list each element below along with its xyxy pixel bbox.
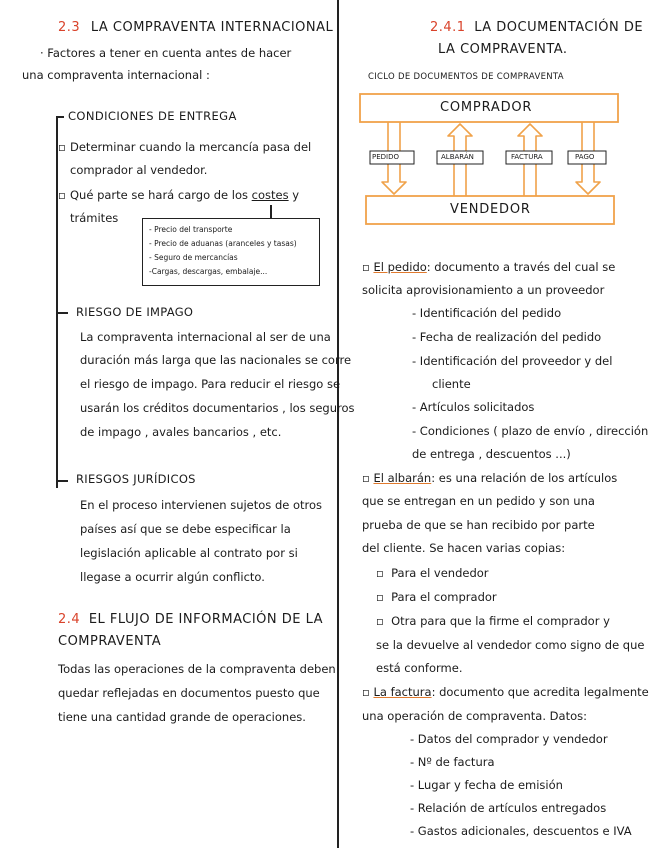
- condiciones-b1: Determinar cuando la mercancía pasa del: [70, 140, 312, 154]
- section-title: LA COMPRAVENTA INTERNACIONAL: [90, 20, 334, 35]
- intro-line: una compraventa internacional :: [22, 68, 210, 82]
- pedido-item: - Condiciones ( plazo de envío , dirección: [412, 424, 649, 438]
- flujo-line: Todas las operaciones de la compraventa deben: [58, 662, 336, 676]
- albaran-copy: ▫ Para el comprador: [376, 590, 497, 604]
- doc-pago: PAGO: [575, 153, 595, 161]
- doc-pedido: PEDIDO: [372, 153, 399, 161]
- albaran-copy-cont: se la devuelve al vendedor como signo de que: [376, 638, 645, 652]
- doc-albaran: ALBARÁN: [441, 153, 474, 161]
- impago-line: La compraventa internacional al ser de una: [80, 330, 331, 344]
- vendedor-label: VENDEDOR: [450, 202, 531, 217]
- factura-def: : documento que acredita legalmente: [431, 685, 649, 699]
- box-line: - Precio de aduanas (aranceles y tasas): [149, 239, 297, 248]
- box-line: - Seguro de mercancías: [149, 253, 238, 262]
- juridicos-line: En el proceso intervienen sujetos de otros: [80, 498, 323, 512]
- bracket-line: [56, 116, 58, 488]
- section-2-3-heading: [58, 20, 333, 35]
- pedido-item: - Identificación del pedido: [412, 306, 562, 320]
- pedido-item: cliente: [432, 377, 471, 391]
- albaran-line: prueba de que se han recibido por parte: [362, 518, 595, 532]
- b2-y: y: [292, 188, 300, 202]
- doc-factura: FACTURA: [511, 153, 543, 161]
- pedido-item: - Artículos solicitados: [412, 400, 535, 414]
- pedido-item: - Fecha de realización del pedido: [412, 330, 602, 344]
- section-number: 2.4: [58, 612, 81, 627]
- costes-box: [142, 218, 320, 286]
- flujo-line: quedar reflejadas en documentos puesto que: [58, 686, 320, 700]
- juridicos-line: países así que se debe especificar la: [80, 522, 291, 536]
- albaran-term: El albarán: [373, 471, 432, 485]
- albaran-bullet: ▫: [362, 471, 370, 485]
- albaran-line: [362, 471, 617, 486]
- impago-line: el riesgo de impago. Para reducir el riesgo se: [80, 377, 341, 391]
- section-2-4-1-heading-cont: LA COMPRAVENTA.: [438, 42, 568, 57]
- albaran-line: del cliente. Se hacen varias copias:: [362, 541, 566, 555]
- impago-line: duración más larga que las nacionales se corre: [80, 353, 352, 367]
- pedido-line2: solicita aprovisionamiento a un proveedor: [362, 283, 605, 297]
- box-line: - Precio del transporte: [149, 225, 233, 234]
- pedido-term: El pedido: [373, 260, 427, 274]
- juridicos-line: legislación aplicable al contrato por si: [80, 546, 298, 560]
- bracket-tick: [56, 312, 68, 314]
- albaran-line: que se entregan en un pedido y son una: [362, 494, 595, 508]
- comprador-label: COMPRADOR: [440, 100, 533, 115]
- condiciones-b1: comprador al vendedor.: [70, 163, 208, 177]
- factura-line2: una operación de compraventa. Datos:: [362, 709, 587, 723]
- b2-text: Qué parte se hará cargo de los: [70, 188, 249, 202]
- condiciones-bullet: ▫: [58, 140, 66, 154]
- bracket-tick: [56, 480, 68, 482]
- condiciones-bullet: ▫: [58, 188, 66, 202]
- factura-item: - Datos del comprador y vendedor: [410, 732, 608, 746]
- factura-line: [362, 685, 649, 700]
- albaran-copy-cont: está conforme.: [376, 661, 463, 675]
- albaran-copy-text: Otra para que la firme el comprador y: [391, 614, 610, 628]
- pedido-line: [362, 260, 615, 275]
- impago-line: usarán los créditos documentarios , los seguros: [80, 401, 355, 415]
- ciclo-label: CICLO DE DOCUMENTOS DE COMPRAVENTA: [368, 72, 564, 82]
- intro-line: · Factores a tener en cuenta antes de hacer: [40, 46, 292, 60]
- impago-label: RIESGO DE IMPAGO: [76, 305, 194, 319]
- factura-bullet: ▫: [362, 685, 370, 699]
- b2-costes: costes: [251, 188, 289, 202]
- box-connector: [270, 205, 272, 219]
- section-number: 2.4.1: [430, 20, 466, 35]
- pedido-def: : documento a través del cual se: [426, 260, 616, 274]
- impago-line: de impago , avales bancarios , etc.: [80, 425, 282, 439]
- section-title: EL FLUJO DE INFORMACIÓN DE LA: [88, 612, 324, 627]
- pedido-bullet: ▫: [362, 260, 370, 274]
- bracket-tick: [56, 116, 64, 118]
- column-divider: [337, 0, 339, 848]
- factura-item: - Relación de artículos entregados: [410, 801, 607, 815]
- flujo-line: tiene una cantidad grande de operaciones.: [58, 710, 306, 724]
- section-2-4-heading: [58, 612, 323, 627]
- section-2-4-heading-cont: COMPRAVENTA: [58, 634, 162, 649]
- condiciones-b2: [70, 188, 299, 203]
- factura-item: - Gastos adicionales, descuentos e IVA: [410, 824, 632, 838]
- albaran-copy: ▫ Para el vendedor: [376, 566, 489, 580]
- factura-term: La factura: [373, 685, 432, 699]
- section-title: LA DOCUMENTACIÓN DE: [474, 20, 644, 35]
- box-line: -Cargas, descargas, embalaje...: [149, 267, 268, 276]
- factura-item: - Nº de factura: [410, 755, 495, 769]
- albaran-def: : es una relación de los artículos: [431, 471, 618, 485]
- section-2-4-1-heading: [430, 20, 643, 35]
- condiciones-label: CONDICIONES DE ENTREGA: [68, 109, 237, 123]
- juridicos-label: RIESGOS JURÍDICOS: [76, 472, 196, 486]
- condiciones-b2: trámites: [70, 211, 119, 225]
- albaran-copy: ▫ Otra para que la firme el comprador y: [376, 614, 610, 628]
- pedido-item: - Identificación del proveedor y del: [412, 354, 613, 368]
- factura-item: - Lugar y fecha de emisión: [410, 778, 563, 792]
- albaran-copy-text: Para el vendedor: [391, 566, 489, 580]
- juridicos-line: llegase a ocurrir algún conflicto.: [80, 570, 265, 584]
- albaran-copy-text: Para el comprador: [391, 590, 497, 604]
- section-number: 2.3: [58, 20, 81, 35]
- pedido-item: de entrega , descuentos ...): [412, 447, 571, 461]
